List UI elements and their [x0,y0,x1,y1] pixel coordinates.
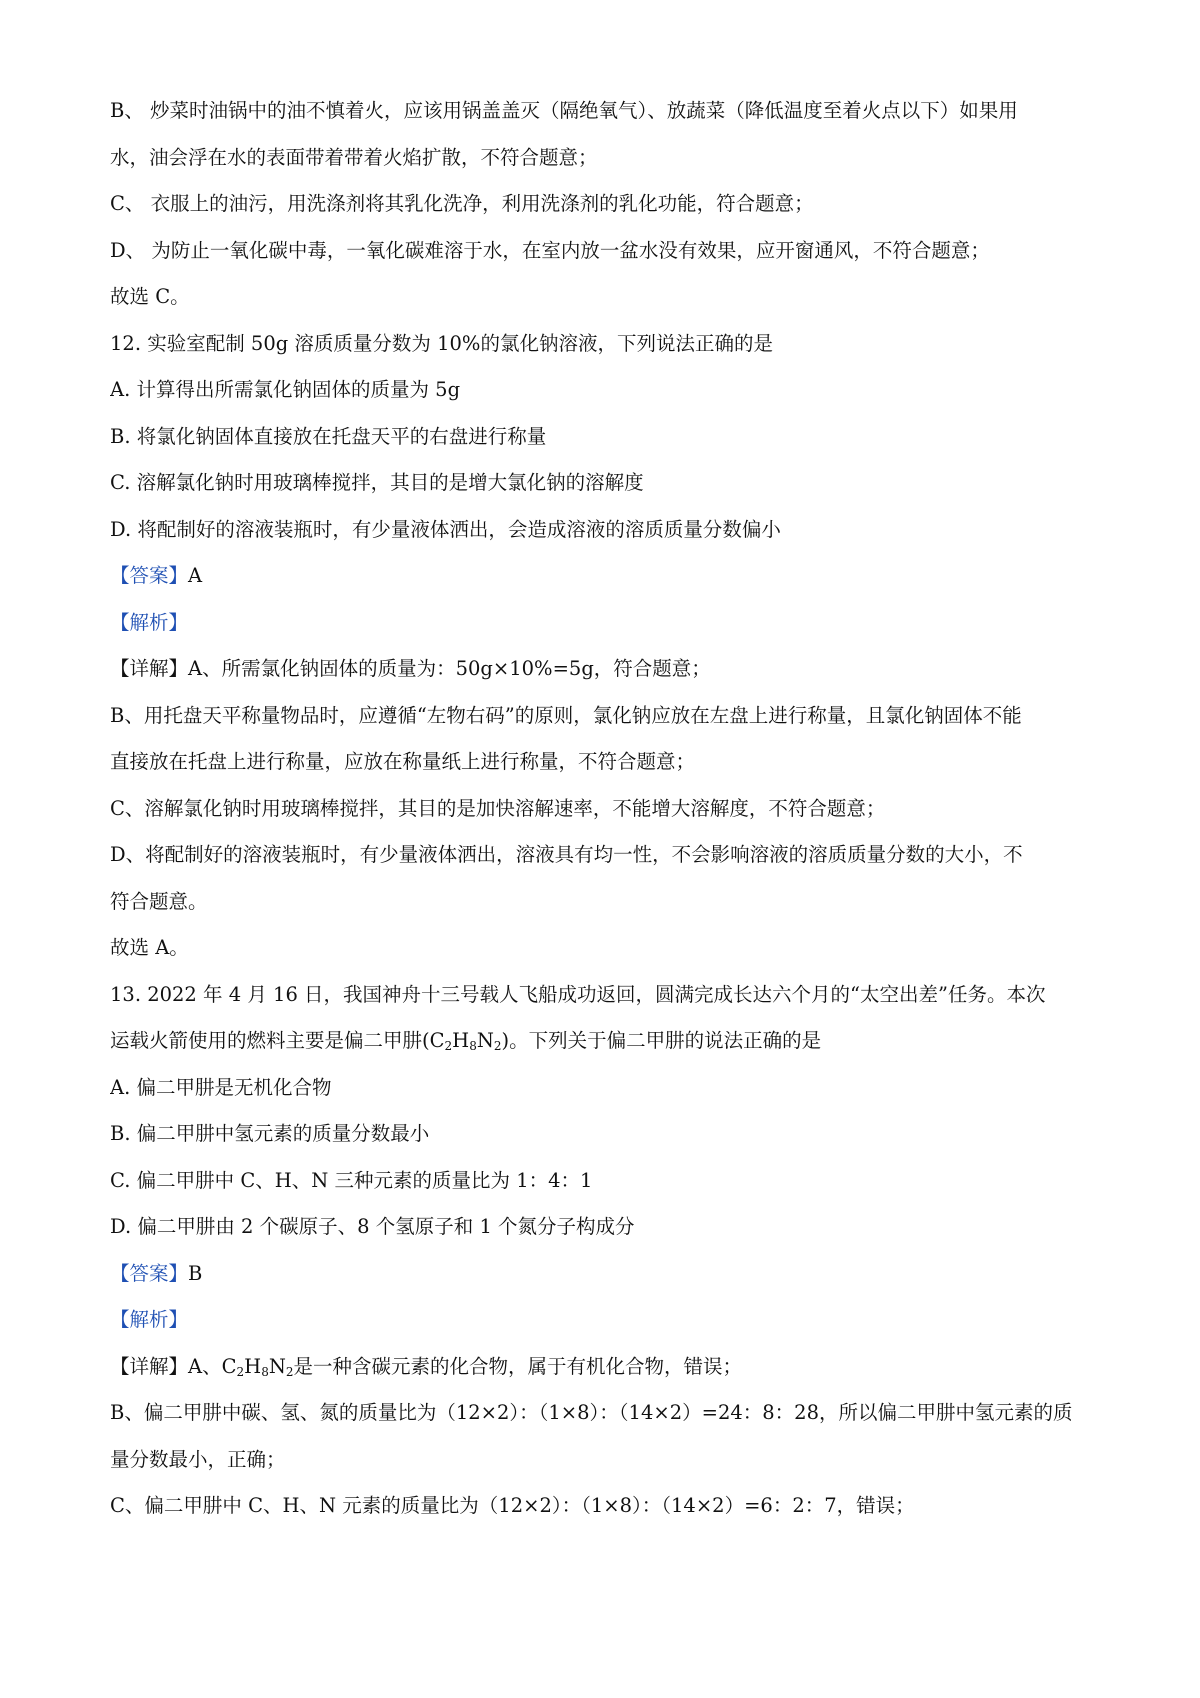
q13-option-a: A. 偏二甲肼是无机化合物 [110,1075,332,1099]
detail-a-post: 是一种含碳元素的化合物，属于有机化合物，错误； [293,1354,743,1378]
q13-detail-a [110,1352,1100,1382]
answer-tag: 【答案】 [110,1261,189,1285]
q13-option-b: B. 偏二甲肼中氢元素的质量分数最小 [110,1122,430,1145]
formula-h-sub: 8 [469,1039,477,1053]
q12-answer [110,561,1100,591]
q13-stem-line2 [110,1026,1100,1056]
q12-detail-b-line2: 直接放在托盘上进行称量，应放在称量纸上进行称量，不符合题意； [110,750,696,773]
q13-analysis-heading [110,1305,1100,1335]
detail-a-text: A、所需氯化钠固体的质量为：50g×10%=5g，符合题意； [188,657,711,680]
q12-option-b: B. 将氯化钠固体直接放在托盘天平的右盘进行称量 [110,424,547,448]
q13-answer [110,1259,1100,1289]
answer-tag: 【答案】 [110,564,189,587]
q11-option-d-explanation: D、 为防止一氧化碳中毒，一氧化碳难溶于水，在室内放一盆水没有效果，应开窗通风，不符合题意； [110,238,990,262]
q12-option-d: D. 将配制好的溶液装瓶时，有少量液体洒出，会造成溶液的溶质质量分数偏小 [110,517,781,541]
q11-conclusion: 故选 C。 [110,285,190,308]
analysis-tag: 【解析】 [110,610,189,634]
q12-stem: 12. 实验室配制 50g 溶质质量分数为 10%的氯化钠溶液，下列说法正确的是 [110,331,773,355]
detail-a-pre: A、C [188,1354,237,1378]
formula-n-sub: 2 [493,1039,502,1053]
q13-option-d: D. 偏二甲肼由 2 个碳原子、8 个氢原子和 1 个氮分子构成分 [110,1215,635,1238]
q11-option-c-explanation: C、 衣服上的油污，用洗涤剂将其乳化洗净，利用洗涤剂的乳化功能，符合题意； [110,192,814,215]
formula-h: H [452,1029,470,1052]
q13-stem-line1: 13. 2022 年 4 月 16 日，我国神舟十三号载人飞船成功返回，圆满完成长达六个月的“太空出差”任务。本次 [110,982,1046,1006]
q12-conclusion: 故选 A。 [110,936,189,959]
q13-stem-pre: 运载火箭使用的燃料主要是偏二甲肼(C [110,1029,445,1052]
q13-detail-b-line2: 量分数最小，正确； [110,1447,286,1471]
formula-h: H [244,1354,262,1378]
formula-c-sub: 2 [236,1364,245,1379]
q12-detail-b-line1: B、用托盘天平称量物品时，应遵循“左物右码”的原则，氯化钠应放在左盘上进行称量，且氯化钠固体不能 [110,703,1022,727]
q12-detail-d-line2: 符合题意。 [110,889,208,913]
q11-option-b-explanation-line2: 水，油会浮在水的表面带着带着火焰扩散，不符合题意； [110,145,598,169]
q12-analysis-heading [110,608,1100,638]
q13-detail-c: C、偏二甲肼中 C、H、N 元素的质量比为（12×2）：（1×8）：（14×2）=6：2：7，错误； [110,1494,915,1517]
formula-c-sub: 2 [444,1039,453,1053]
q13-detail-b-line1: B、偏二甲肼中碳、氢、氮的质量比为（12×2）：（1×8）：（14×2）=24：8：28，所以偏二甲肼中氢元素的质 [110,1401,1073,1424]
q12-detail-a [110,654,1100,684]
detail-tag: 【详解】 [110,1354,189,1378]
formula-n-sub: 2 [285,1364,294,1379]
q12-option-a: A. 计算得出所需氯化钠固体的质量为 5g [110,378,461,401]
formula-n: N [268,1354,286,1378]
q13-stem-post: )。下列关于偏二甲肼的说法正确的是 [501,1029,822,1052]
formula-h-sub: 8 [261,1364,269,1379]
q11-option-b-explanation-line1: B、 炒菜时油锅中的油不慎着火，应该用锅盖盖灭（隔绝氧气）、放蔬菜（降低温度至着火点以下）如果用 [110,99,1018,122]
q12-option-c: C. 溶解氯化钠时用玻璃棒搅拌，其目的是增大氯化钠的溶解度 [110,471,644,494]
analysis-tag: 【解析】 [110,1308,189,1331]
q13-option-c: C. 偏二甲肼中 C、H、N 三种元素的质量比为 1：4：1 [110,1168,593,1192]
document-page [110,96,1100,1538]
answer-value: A [188,564,203,587]
formula-n: N [476,1029,494,1052]
q12-detail-d-line1: D、将配制好的溶液装瓶时，有少量液体洒出，溶液具有均一性，不会影响溶液的溶质质量分数的大小，不 [110,843,1023,866]
q12-detail-c: C、溶解氯化钠时用玻璃棒搅拌，其目的是加快溶解速率，不能增大溶解度，不符合题意； [110,796,886,820]
answer-value: B [188,1261,203,1285]
detail-tag: 【详解】 [110,657,189,680]
